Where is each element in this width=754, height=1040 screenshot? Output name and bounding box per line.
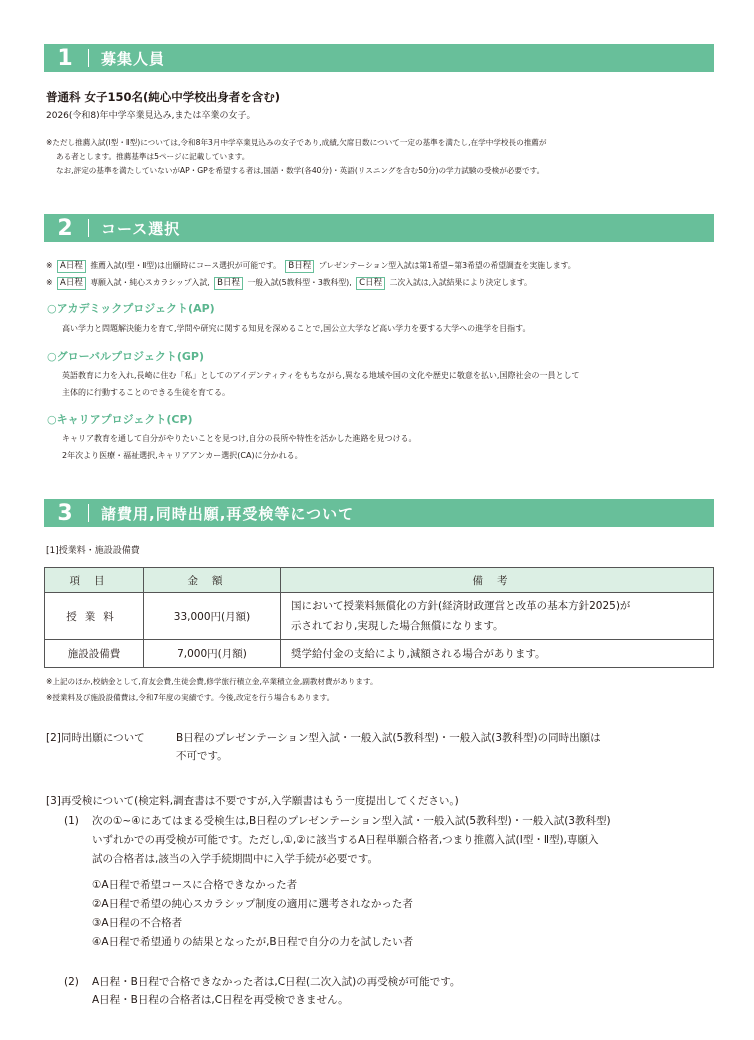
fees-table [44,567,714,668]
fees-note: ※上記のほか,校納金として,育友会費,生徒会費,修学旅行積立金,卒業積立金,副教材費があります。 [46,677,378,686]
section-header-3 [44,499,714,527]
course-title-cp: ○キャリアプロジェクト(CP) [47,413,193,426]
reexam-case: ②A日程で希望の純心スカラシップ制度の適用に選考されなかった者 [92,898,413,910]
column-header: 項目 [45,568,144,593]
reexam-line: 試の合格者は,該当の入学手続期間中に入学手続が必要です。 [92,853,378,865]
course-desc-line: キャリア教育を通して自分がやりたいことを見つけ,自分の長所や特性を活かした進路を見つける。 [62,434,417,443]
fee-remarks [281,593,714,640]
fee-remarks [281,640,714,668]
course-title-ap: ○アカデミックプロジェクト(AP) [47,302,215,315]
reexam-item-number: (1) [64,815,79,827]
remark-line: 奨学給付金の支給により,減額される場合があります。 [291,648,546,660]
reexam-line: A日程・B日程で合格できなかった者は,C日程(二次入試)の再受検が可能です。 [92,976,461,988]
section-title: コース選択 [101,219,181,238]
course-desc-line: 高い学力と問題解決能力を育て,学問や研究に関する知見を深めることで,国公立大学など高い学力を要する大学への進学を目指す。 [62,324,531,333]
reexam-line: 次の①~④にあてはまる受検生は,B日程のプレゼンテーション型入試・一般入試(5教科型)・一般入試(3教科型) [92,815,611,827]
fee-amount: 7,000円(月額) [144,640,281,668]
recruitment-note-line: ある者とします。推薦基準は5ページに記載しています。 [56,152,250,161]
remark-line: 国において授業料無償化の方針(経済財政運営と改革の基本方針2025)が [291,600,631,612]
course-desc-line: 主体的に行動することのできる生徒を育てる。 [62,388,230,397]
fees-subtitle: [1]授業料・施設設備費 [46,546,140,556]
table-row [45,593,714,640]
reexam-case: ③A日程の不合格者 [92,917,183,929]
recruitment-note-line: ※ただし推薦入試(Ⅰ型・Ⅱ型)については,令和8年3月中学卒業見込みの女子であり,成績,欠席日数について一定の基準を満たし,在学中学校長の推薦が [46,138,547,147]
section-divider [88,49,89,67]
note-mark: ※ [46,278,53,287]
note-mark: ※ [46,261,53,270]
reexam-line: いずれかでの再受検が可能です。ただし,①,②に該当するA日程単願合格者,つまり推薦入試(Ⅰ型・Ⅱ型),専願入 [92,834,599,846]
simultaneous-label: [2]同時出願について [46,732,145,744]
section-number: 2 [57,215,73,241]
reexam-item-number: (2) [64,976,79,988]
course-note-2 [46,276,532,290]
note-text: 一般入試(5教科型・3教科型), [247,278,352,287]
schedule-badge-c: C日程 [356,277,385,290]
course-note-1 [46,259,576,273]
reexam-label: [3]再受検について(検定料,調査書は不要ですが,入学願書はもう一度提出してください。) [46,795,459,807]
note-text: プレゼンテーション型入試は第1希望~第3希望の希望調査を実施します。 [318,261,576,270]
section-title: 募集人員 [101,49,166,68]
section-number: 3 [57,500,73,526]
section-header-1 [44,44,714,72]
schedule-badge-a: A日程 [57,277,86,290]
note-text: 専願入試・純心スカラシップ入試, [90,278,210,287]
note-text: 二次入試は,入試結果により決定します。 [389,278,532,287]
course-desc-line: 2年次より医療・福祉選択,キャリアアンカー選択(CA)に分かれる。 [62,451,303,460]
fees-note: ※授業料及び施設設備費は,令和7年度の実績です。今後,改定を行う場合もあります。 [46,693,335,702]
remark-line: 示されており,実現した場合無償になります。 [291,620,504,632]
course-title-gp: ○グローバルプロジェクト(GP) [47,350,204,363]
simultaneous-line: 不可です。 [176,750,228,762]
fee-item: 授業料 [45,593,144,640]
course-desc-line: 英語教育に力を入れ,長崎に住む「私」としてのアイデンティティをもちながら,異なる地域や国の文化や歴史に敬意を払い,国際社会の一員として [62,371,580,380]
section-divider [88,504,89,522]
reexam-case: ①A日程で希望コースに合格できなかった者 [92,879,298,891]
table-row [45,640,714,668]
column-header: 備考 [281,568,714,593]
section-header-2 [44,214,714,242]
schedule-badge-b: B日程 [285,260,314,273]
column-header: 金額 [144,568,281,593]
schedule-badge-a: A日程 [57,260,86,273]
note-text: 推薦入試(Ⅰ型・Ⅱ型)は出願時にコース選択が可能です。 [90,261,281,270]
simultaneous-line: B日程のプレゼンテーション型入試・一般入試(5教科型)・一般入試(3教科型)の同時出願は [176,732,601,744]
section-number: 1 [57,45,73,71]
schedule-badge-b: B日程 [214,277,243,290]
section-divider [88,219,89,237]
recruitment-note-line: なお,評定の基準を満たしていないがAP・GPを希望する者は,国語・数学(各40分)・英語(リスニングを含む50分)の学力試験の受検が必要です。 [56,166,545,175]
fee-item: 施設設備費 [45,640,144,668]
fee-amount: 33,000円(月額) [144,593,281,640]
reexam-line: A日程・B日程の合格者は,C日程を再受検できません。 [92,994,349,1006]
reexam-case: ④A日程で希望通りの結果となったが,B日程で自分の力を試したい者 [92,936,414,948]
recruitment-headline: 普通科 女子150名(純心中学校出身者を含む) [46,90,281,104]
recruitment-eligibility: 2026(令和8)年中学卒業見込み,または卒業の女子。 [46,111,256,121]
table-header-row [45,568,714,593]
section-title: 諸費用,同時出願,再受検等について [101,504,355,523]
